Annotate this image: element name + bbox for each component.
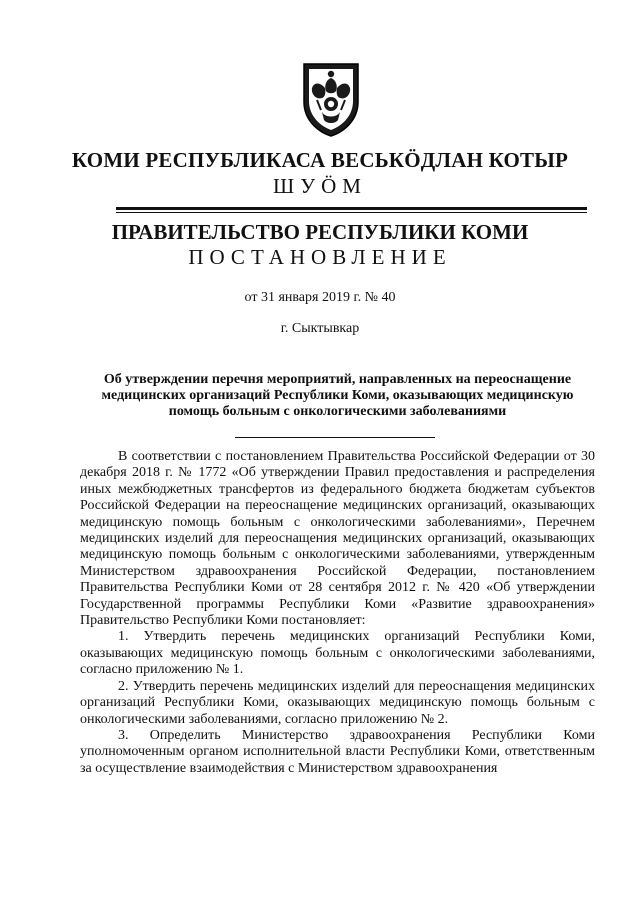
document-body bbox=[80, 449, 595, 777]
header-divider-thin bbox=[116, 212, 587, 213]
header-divider-thick bbox=[116, 207, 587, 210]
komi-government-heading: КОМИ РЕСПУБЛИКАСА ВЕСЬКӦДЛАН КОТЫР bbox=[71, 148, 569, 172]
item-paragraph-2: 2. Утвердить перечень медицинских изделий для переоснащения медицинских организаций Республики Коми, оказывающих медицинскую помощь больным с онкологическими заболеваниями, согласно приложению № 2. bbox=[80, 678, 595, 727]
document-title: Об утверждении перечня мероприятий, направленных на переоснащение медицинских организаций Республики Коми, оказывающих медицинскую помощь больным с онкологическими заболеваниями bbox=[101, 372, 574, 419]
preamble-paragraph: В соответствии с постановлением Правительства Российской Федерации от 30 декабря 2018 г. № 1772 «Об утверждении Правил предоставления и распределения иных межбюджетных трансфертов из федерального бюджета бюджетам субъектов Российской Федерации на переоснащение медицинских организаций, оказывающих медицинскую помощь больным с онкологическими заболеваниями», Перечнем медицинских изделий для переоснащения медицинских организаций, оказывающих медицинскую помощь больным с онкологическими заболеваниями, утвержденным Министерством здравоохранения Российской Федерации, постановлением Правительства Республики Коми от 28 сентября 2012 г. № 420 «Об утверждении Государственной программы Республики Коми «Развитие здравоохранения» Правительство Республики Коми постановляет: bbox=[80, 449, 595, 629]
document-date-number: от 31 января 2019 г. № 40 bbox=[244, 290, 396, 305]
russian-government-heading: ПРАВИТЕЛЬСТВО РЕСПУБЛИКИ КОМИ bbox=[111, 220, 529, 244]
title-underline bbox=[235, 437, 435, 438]
item-paragraph-1: 1. Утвердить перечень медицинских организаций Республики Коми, оказывающих медицинскую помощь больным с онкологическими заболеваниями, согласно приложению № 1. bbox=[80, 629, 595, 678]
document-city: г. Сыктывкар bbox=[280, 321, 360, 336]
item-paragraph-3: 3. Определить Министерство здравоохранения Республики Коми уполномоченным органом исполнительной власти Республики Коми, ответственным за осуществление взаимодействия с Министерством здравоохранения bbox=[80, 727, 595, 776]
komi-coat-of-arms-icon bbox=[300, 58, 362, 138]
russian-document-type: ПОСТАНОВЛЕНИЕ bbox=[188, 245, 452, 269]
komi-document-type: ШУӦМ bbox=[273, 174, 367, 198]
